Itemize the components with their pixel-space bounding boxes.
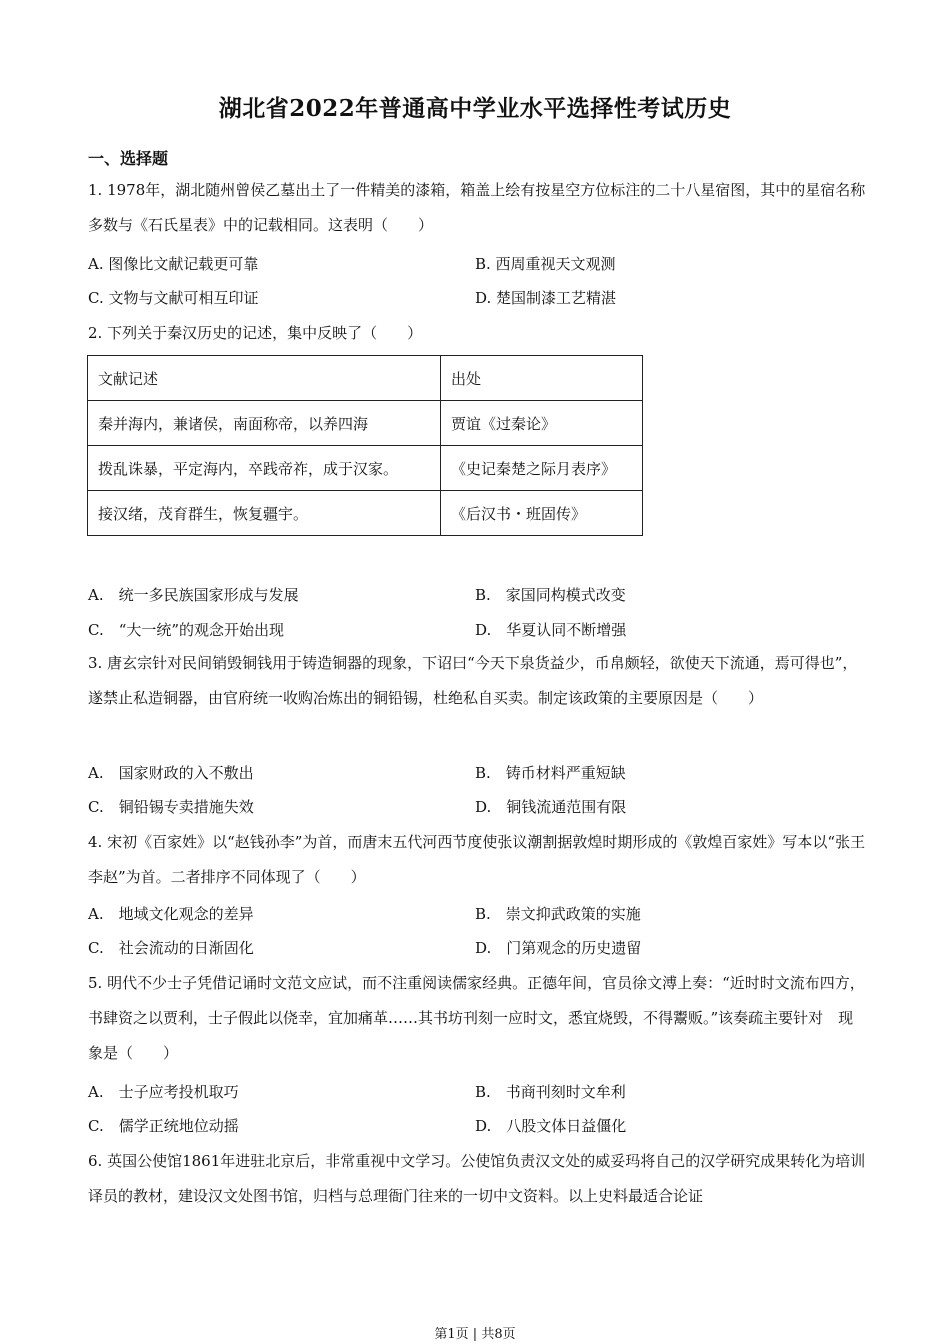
table-cell: 接汉绪，茂育群生，恢复疆宇。 bbox=[88, 491, 441, 536]
table-row bbox=[88, 491, 643, 536]
question-4-option-b[interactable]: B. 崇文抑武政策的实施 bbox=[475, 905, 641, 923]
question-6-stem: 6. 英国公使馆1861年进驻北京后，非常重视中文学习。公使馆负责汉文处的威妥玛将自己的汉学研究成果转化为培训译员的教材，建设汉文处图书馆，归档与总理衙门往来的一切中文资料。以上史料最适合论证 bbox=[88, 1152, 866, 1205]
question-2-option-a[interactable]: A. 统一多民族国家形成与发展 bbox=[88, 586, 299, 604]
source-table bbox=[87, 355, 643, 536]
question-5-stem: 5. 明代不少士子凭借记诵时文范文应试，而不注重阅读儒家经典。正德年间，官员徐文溥上奏：“近时时文流布四方，书肆资之以贾利，士子假此以侥幸，宜加痛革……其书坊刊刻一应时文，悉宜烧毁，不得鬻贩。”该奏疏主要针对 现象是（ ） bbox=[88, 974, 865, 1062]
question-5-option-c[interactable]: C. 儒学正统地位动摇 bbox=[88, 1117, 239, 1135]
question-3-option-b[interactable]: B. 铸币材料严重短缺 bbox=[475, 764, 626, 782]
question-2-option-d[interactable]: D. 华夏认同不断增强 bbox=[475, 621, 627, 639]
section-heading: 一、选择题 bbox=[88, 149, 169, 168]
table-header-cell: 出处 bbox=[441, 356, 643, 401]
table-row bbox=[88, 401, 643, 446]
table-cell: 贾谊《过秦论》 bbox=[441, 401, 643, 446]
question-3-option-c[interactable]: C. 铜铅锡专卖措施失效 bbox=[88, 798, 254, 816]
question-3-stem: 3. 唐玄宗针对民间销毁铜钱用于铸造铜器的现象，下诏曰“今天下泉货益少，币帛颇轻，欲使天下流通，焉可得也”，遂禁止私造铜器，由官府统一收购冶炼出的铜铅锡，杜绝私自买卖。制定该政策的主要原因是（ ） bbox=[88, 654, 858, 707]
question-3-option-d[interactable]: D. 铜钱流通范围有限 bbox=[475, 798, 627, 816]
question-5-option-b[interactable]: B. 书商刊刻时文牟利 bbox=[475, 1083, 626, 1101]
question-4-option-a[interactable]: A. 地域文化观念的差异 bbox=[88, 905, 254, 923]
question-1-option-c[interactable]: C. 文物与文献可相互印证 bbox=[88, 289, 259, 307]
question-1-option-a[interactable]: A. 图像比文献记载更可靠 bbox=[88, 255, 259, 273]
question-5-option-a[interactable]: A. 士子应考投机取巧 bbox=[88, 1083, 239, 1101]
exam-title: 湖北省2022年普通高中学业水平选择性考试历史 bbox=[218, 95, 732, 122]
table-cell: 秦并海内，兼诸侯，南面称帝，以养四海 bbox=[88, 401, 441, 446]
question-2-option-b[interactable]: B. 家国同构模式改变 bbox=[475, 586, 626, 604]
table-header-cell: 文献记述 bbox=[88, 356, 441, 401]
question-4-option-d[interactable]: D. 门第观念的历史遗留 bbox=[475, 939, 642, 957]
table-cell: 《史记秦楚之际月表序》 bbox=[441, 446, 643, 491]
question-1-option-d[interactable]: D. 楚国制漆工艺精湛 bbox=[475, 289, 617, 307]
question-4-stem: 4. 宋初《百家姓》以“赵钱孙李”为首，而唐末五代河西节度使张议潮割据敦煌时期形成的《敦煌百家姓》写本以“张王李赵”为首。二者排序不同体现了（ ） bbox=[88, 833, 866, 886]
page-footer: 第1页 | 共8页 bbox=[434, 1327, 516, 1342]
question-1-option-b[interactable]: B. 西周重视天文观测 bbox=[475, 255, 616, 273]
question-4-option-c[interactable]: C. 社会流动的日渐固化 bbox=[88, 939, 254, 957]
question-5-option-d[interactable]: D. 八股文体日益僵化 bbox=[475, 1117, 627, 1135]
question-3-option-a[interactable]: A. 国家财政的入不敷出 bbox=[88, 764, 254, 782]
question-1-stem: 1. 1978年，湖北随州曾侯乙墓出土了一件精美的漆箱，箱盖上绘有按星空方位标注的二十八星宿图，其中的星宿名称多数与《石氏星表》中的记载相同。这表明（ ） bbox=[88, 181, 866, 234]
question-2-option-c[interactable]: C. “大一统”的观念开始出现 bbox=[88, 621, 285, 639]
table-cell: 《后汉书・班固传》 bbox=[441, 491, 643, 536]
table-row bbox=[88, 446, 643, 491]
question-2-stem: 2. 下列关于秦汉历史的记述，集中反映了（ ） bbox=[88, 324, 423, 342]
table-header-row bbox=[88, 356, 643, 401]
table-cell: 拨乱诛暴，平定海内，卒践帝祚，成于汉家。 bbox=[88, 446, 441, 491]
